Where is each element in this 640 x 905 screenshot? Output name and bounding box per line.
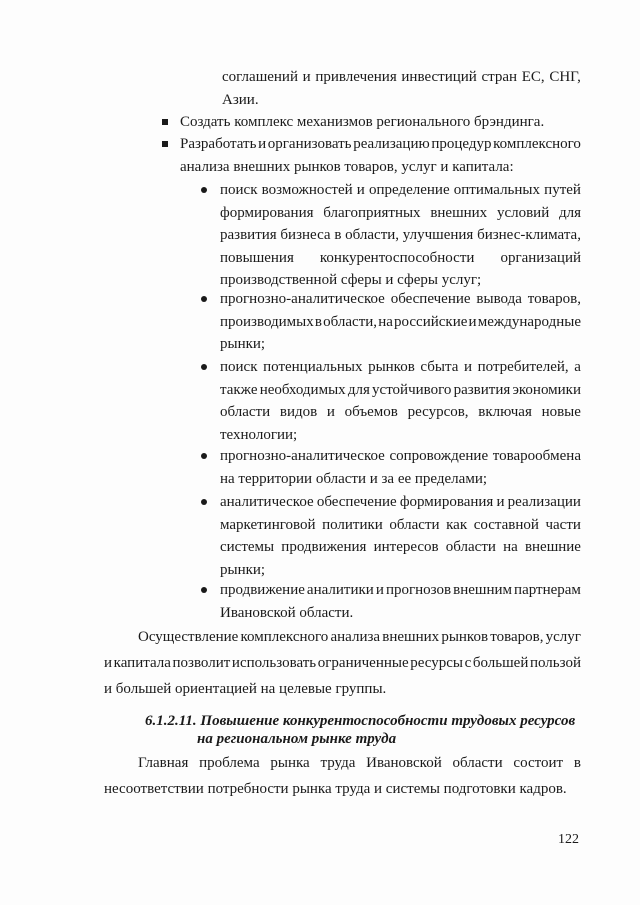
text-line: прогнозно-аналитическое обеспечение вывода товаров, <box>220 291 581 307</box>
text-line: рынки; <box>220 561 266 578</box>
text-line: продвижение аналитики и прогнозов внешним партнерам <box>220 582 581 598</box>
list-item-branding <box>180 111 581 134</box>
sub-list-item <box>220 491 581 581</box>
text-line: несоответствии потребности рынка труда и системы подготовки кадров. <box>104 781 567 797</box>
round-bullet-icon <box>201 587 207 593</box>
text-line: области видов и объемов ресурсов, включая новые <box>220 404 581 420</box>
sub-list-item <box>220 356 581 446</box>
round-bullet-icon <box>201 499 207 505</box>
text-line: Азии. <box>222 91 259 108</box>
text-line: соглашений и привлечения инвестиций стран ЕС, СНГ, <box>222 69 581 85</box>
text-line: формирования благоприятных внешних условий для <box>220 204 581 221</box>
paragraph <box>104 750 581 802</box>
text-word: организаций <box>500 249 581 266</box>
text-line: Создать комплекс механизмов регионального брэндинга. <box>180 114 545 130</box>
round-bullet-icon <box>201 187 207 193</box>
text-line: технологии; <box>220 426 298 443</box>
page-number: 122 <box>558 832 579 847</box>
round-bullet-icon <box>201 453 207 459</box>
section-heading: на региональном рынке труда <box>197 731 397 747</box>
text-line: также необходимых для устойчивого развития экономики <box>220 381 581 398</box>
text-line <box>220 247 581 270</box>
text-line: поиск возможностей и определение оптимальных путей <box>220 182 581 198</box>
text-line: производственной сферы и сферы услуг; <box>220 272 482 288</box>
sub-list-item <box>220 445 581 490</box>
text-line: и капитала позволит использовать ограниченные ресурсы с большей пользой <box>104 655 581 671</box>
text-line: аналитическое обеспечение формирования и реализации <box>220 494 581 510</box>
section-heading: 6.1.2.11. Повышение конкурентоспособности трудовых ресурсов <box>145 713 576 729</box>
paragraph <box>104 624 581 702</box>
sub-list-item <box>220 579 581 624</box>
round-bullet-icon <box>201 364 207 370</box>
continuation-text <box>222 66 581 111</box>
text-line: и большей ориентацией на целевые группы. <box>104 681 387 697</box>
round-bullet-icon <box>201 296 207 302</box>
list-item-analysis <box>180 133 581 178</box>
text-line: поиск потенциальных рынков сбыта и потребителей, а <box>220 359 581 375</box>
text-line: анализа внешних рынков товаров, услуг и капитала: <box>180 158 514 175</box>
text-line: рынки; <box>220 336 266 352</box>
text-line: Ивановской области. <box>220 604 354 621</box>
text-word: повышения <box>220 249 294 266</box>
sub-list-item <box>220 288 581 356</box>
text-line: Главная проблема рынка труда Ивановской области состоит в <box>138 755 581 771</box>
sub-list-item <box>220 179 581 292</box>
text-line: Осуществление комплексного анализа внешних рынков товаров, услуг <box>138 629 581 645</box>
text-line: прогнозно-аналитическое сопровождение товарообмена <box>220 448 581 464</box>
text-line: маркетинговой политики области как составной части <box>220 516 581 533</box>
text-line: на территории области и за ее пределами; <box>220 470 488 487</box>
text-line: развития бизнеса в области, улучшения бизнес-климата, <box>220 227 581 243</box>
square-bullet-icon <box>162 119 168 125</box>
text-word: конкурентоспособности <box>319 249 475 266</box>
square-bullet-icon <box>162 141 168 147</box>
text-line: системы продвижения интересов области на внешние <box>220 539 581 555</box>
text-line: производимых в области, на российские и международные <box>220 313 581 330</box>
text-line: Разработать и организовать реализацию процедур комплексного <box>180 136 581 152</box>
